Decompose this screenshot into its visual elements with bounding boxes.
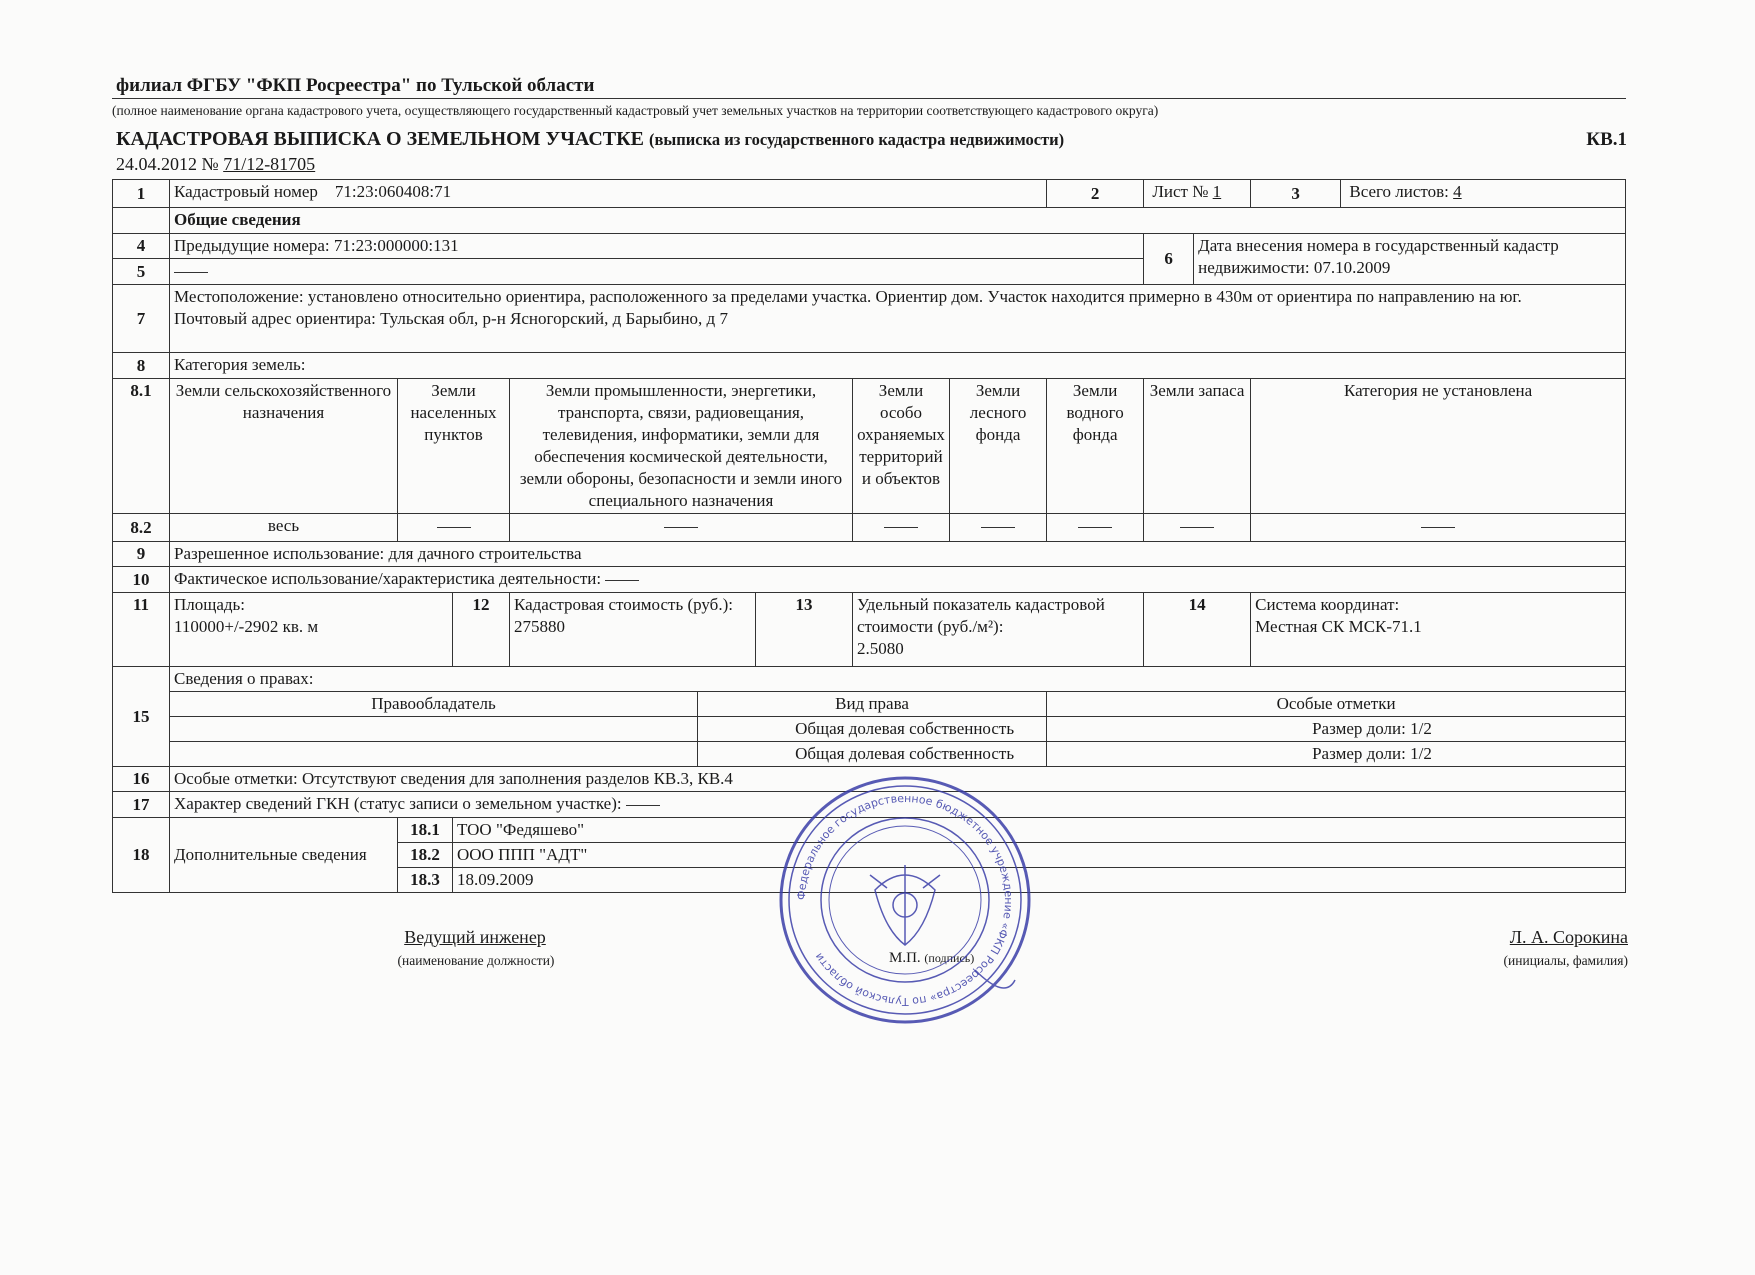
land-category-label: Категория земель: <box>170 353 1626 379</box>
row-num: 8.2 <box>113 514 170 542</box>
row-10 <box>113 567 1626 593</box>
postal-address: Почтовый адрес ориентира: Тульская обл, р-н Ясногорский, д Барыбино, д 7 <box>174 309 728 328</box>
rights-type: Общая долевая собственность <box>698 742 1047 767</box>
specific-value-amount: 2.5080 <box>857 639 904 658</box>
position-title <box>380 927 570 948</box>
dash <box>664 527 698 528</box>
category-unset: Категория не установлена <box>1251 379 1626 514</box>
row-num: 15 <box>113 667 170 767</box>
row-num: 9 <box>113 542 170 567</box>
cadastral-value <box>510 593 756 667</box>
dash <box>884 527 918 528</box>
position-note: (наименование должности) <box>397 953 555 968</box>
permitted-use: Разрешенное использование: для дачного строительства <box>170 542 1626 567</box>
official-stamp <box>775 770 1035 1030</box>
category-industrial: Земли промышленности, энергетики, транспорта, связи, радиовещания, телевидения, информатики, земли для обеспечения космической деятельности, земли обороны, безопасности и земли иного специального назначения <box>510 379 853 514</box>
dash <box>981 527 1015 528</box>
dash <box>437 527 471 528</box>
row-num: 13 <box>756 593 853 667</box>
specific-value <box>853 593 1144 667</box>
additional-info-value: ТОО "Федяшево" <box>453 818 1626 843</box>
category-forest: Земли лесного фонда <box>950 379 1047 514</box>
organization-underline <box>112 98 1626 99</box>
rights-note: Размер доли: 1/2 <box>1047 717 1626 742</box>
category-water: Земли водного фонда <box>1047 379 1144 514</box>
row-num: 2 <box>1047 180 1144 208</box>
organization-name: филиал ФГБУ "ФКП Росреестра" по Тульской области <box>116 75 595 96</box>
rights-header <box>113 692 1626 717</box>
cadastral-value-label: Кадастровая стоимость (руб.): <box>514 595 733 614</box>
row-15 <box>113 667 1626 692</box>
category-settlements: Земли населенных пунктов <box>398 379 510 514</box>
row-num: 8.1 <box>113 379 170 514</box>
coordinate-system <box>1251 593 1626 667</box>
cadastral-number-label: Кадастровый номер <box>174 182 318 201</box>
rights-header-holder: Правообладатель <box>170 692 698 717</box>
cadastral-value-amount: 275880 <box>514 617 565 636</box>
title-sub: (выписка из государственного кадастра недвижимости) <box>649 130 1065 149</box>
cadastral-number-cell <box>170 180 1047 208</box>
area-value: 110000+/-2902 кв. м <box>174 617 319 636</box>
sheet-value: 1 <box>1212 182 1222 201</box>
organization-note: (полное наименование органа кадастрового учета, осуществляющего государственный кадастровый учет земельных участков на территории соответствующего кадастрового округа) <box>112 103 1159 118</box>
location-text: Местоположение: установлено относительно ориентира, расположенного за пределами участка. Ориентир дом. Участок находится примерно в 430м от ориентира по направлению на юг. <box>174 287 1522 306</box>
additional-info-value: 18.09.2009 <box>453 868 1626 893</box>
row-num: 14 <box>1144 593 1251 667</box>
mp-label: М.П. <box>889 950 921 966</box>
row-num: 7 <box>113 285 170 353</box>
rights-holder <box>170 742 698 767</box>
document-title <box>116 128 1064 151</box>
dash <box>174 272 208 273</box>
row-11 <box>113 593 1626 667</box>
rights-row <box>113 717 1626 742</box>
registration-date: Дата внесения номера в государственный кадастр недвижимости: 07.10.2009 <box>1194 234 1626 285</box>
record-status: Характер сведений ГКН (статус записи о земельном участке): <box>174 794 622 813</box>
sub-num: 18.3 <box>398 868 453 893</box>
dash <box>1180 527 1214 528</box>
category-value-settlements <box>398 514 510 542</box>
coordinate-system-label: Система координат: <box>1255 595 1400 614</box>
rights-header-type: Вид права <box>698 692 1047 717</box>
category-value-unset <box>1251 514 1626 542</box>
rights-header-notes: Особые отметки <box>1047 692 1626 717</box>
row-7 <box>113 285 1626 353</box>
number-sign: № <box>201 154 219 174</box>
category-value-protected <box>853 514 950 542</box>
total-sheets-label: Всего листов: <box>1349 182 1449 201</box>
previous-numbers: Предыдущие номера: 71:23:000000:131 <box>170 234 1144 259</box>
sheet-number-cell <box>1144 180 1251 208</box>
rights-note: Размер доли: 1/2 <box>1047 742 1626 767</box>
total-sheets-value: 4 <box>1453 182 1462 201</box>
document-date: 24.04.2012 <box>116 154 197 174</box>
category-reserve: Земли запаса <box>1144 379 1251 514</box>
position-value: Ведущий инженер <box>404 927 546 947</box>
category-value-agricultural: весь <box>170 514 398 542</box>
dash <box>1078 527 1112 528</box>
area-label: Площадь: <box>174 595 246 614</box>
row-num: 8 <box>113 353 170 379</box>
row-num: 18 <box>113 818 170 893</box>
row-num: 5 <box>113 259 170 285</box>
category-value-reserve <box>1144 514 1251 542</box>
coordinate-system-value: Местная СК МСК-71.1 <box>1255 617 1422 636</box>
row-8 <box>113 353 1626 379</box>
category-protected: Земли особо охраняемых территорий и объектов <box>853 379 950 514</box>
sub-num: 18.1 <box>398 818 453 843</box>
signer-name <box>1510 927 1628 948</box>
empty-cell <box>113 208 170 234</box>
rights-holder <box>170 717 698 742</box>
actual-use: Фактическое использование/характеристика деятельности: <box>174 569 602 588</box>
row-5-value <box>170 259 1144 285</box>
category-value-water <box>1047 514 1144 542</box>
row-9 <box>113 542 1626 567</box>
rights-row <box>113 742 1626 767</box>
row-num: 11 <box>113 593 170 667</box>
category-agricultural: Земли сельскохозяйственного назначения <box>170 379 398 514</box>
row-num: 6 <box>1144 234 1194 285</box>
cadastral-number-value: 71:23:060408:71 <box>334 182 452 201</box>
title-main: КАДАСТРОВАЯ ВЫПИСКА О ЗЕМЕЛЬНОМ УЧАСТКЕ <box>116 128 644 150</box>
actual-use-cell <box>170 567 1626 593</box>
additional-info-label: Дополнительные сведения <box>170 818 398 893</box>
general-heading: Общие сведения <box>170 208 1626 234</box>
row-num: 10 <box>113 567 170 593</box>
row-general <box>113 208 1626 234</box>
special-notes: Особые отметки: Отсутствуют сведения для заполнения разделов КВ.3, КВ.4 <box>170 767 1626 792</box>
row-8-2 <box>113 514 1626 542</box>
additional-info-value: ООО ППП "АДТ" <box>453 843 1626 868</box>
row-num: 4 <box>113 234 170 259</box>
rights-title: Сведения о правах: <box>170 667 1626 692</box>
row-1 <box>113 180 1626 208</box>
form-code: КВ.1 <box>1586 129 1627 150</box>
stamp-text: Федеральное государственное бюджетное учреждение «ФКП Росреестра» по Тульской области <box>794 791 1016 1009</box>
signer-name-value: Л. А. Сорокина <box>1509 927 1628 947</box>
row-4 <box>113 234 1626 259</box>
dash <box>626 805 660 806</box>
dash <box>1421 527 1455 528</box>
row-8-1 <box>113 379 1626 514</box>
signature-note: (подпись) <box>924 951 975 965</box>
row-num: 1 <box>113 180 170 208</box>
row-num: 12 <box>453 593 510 667</box>
document-number-value: 71/12-81705 <box>223 154 316 174</box>
area <box>170 593 453 667</box>
total-sheets-cell <box>1341 180 1626 208</box>
signer-note: (инициалы, фамилия) <box>1503 953 1628 968</box>
location <box>170 285 1626 353</box>
specific-value-label: Удельный показатель кадастровой стоимости (руб./м²): <box>857 595 1105 636</box>
rights-type: Общая долевая собственность <box>698 717 1047 742</box>
sub-num: 18.2 <box>398 843 453 868</box>
sheet-label: Лист № <box>1152 182 1209 201</box>
row-num: 3 <box>1251 180 1341 208</box>
category-value-industrial <box>510 514 853 542</box>
row-num: 16 <box>113 767 170 792</box>
document-number <box>116 154 315 175</box>
category-value-forest <box>950 514 1047 542</box>
row-num: 17 <box>113 792 170 818</box>
dash <box>605 580 639 581</box>
